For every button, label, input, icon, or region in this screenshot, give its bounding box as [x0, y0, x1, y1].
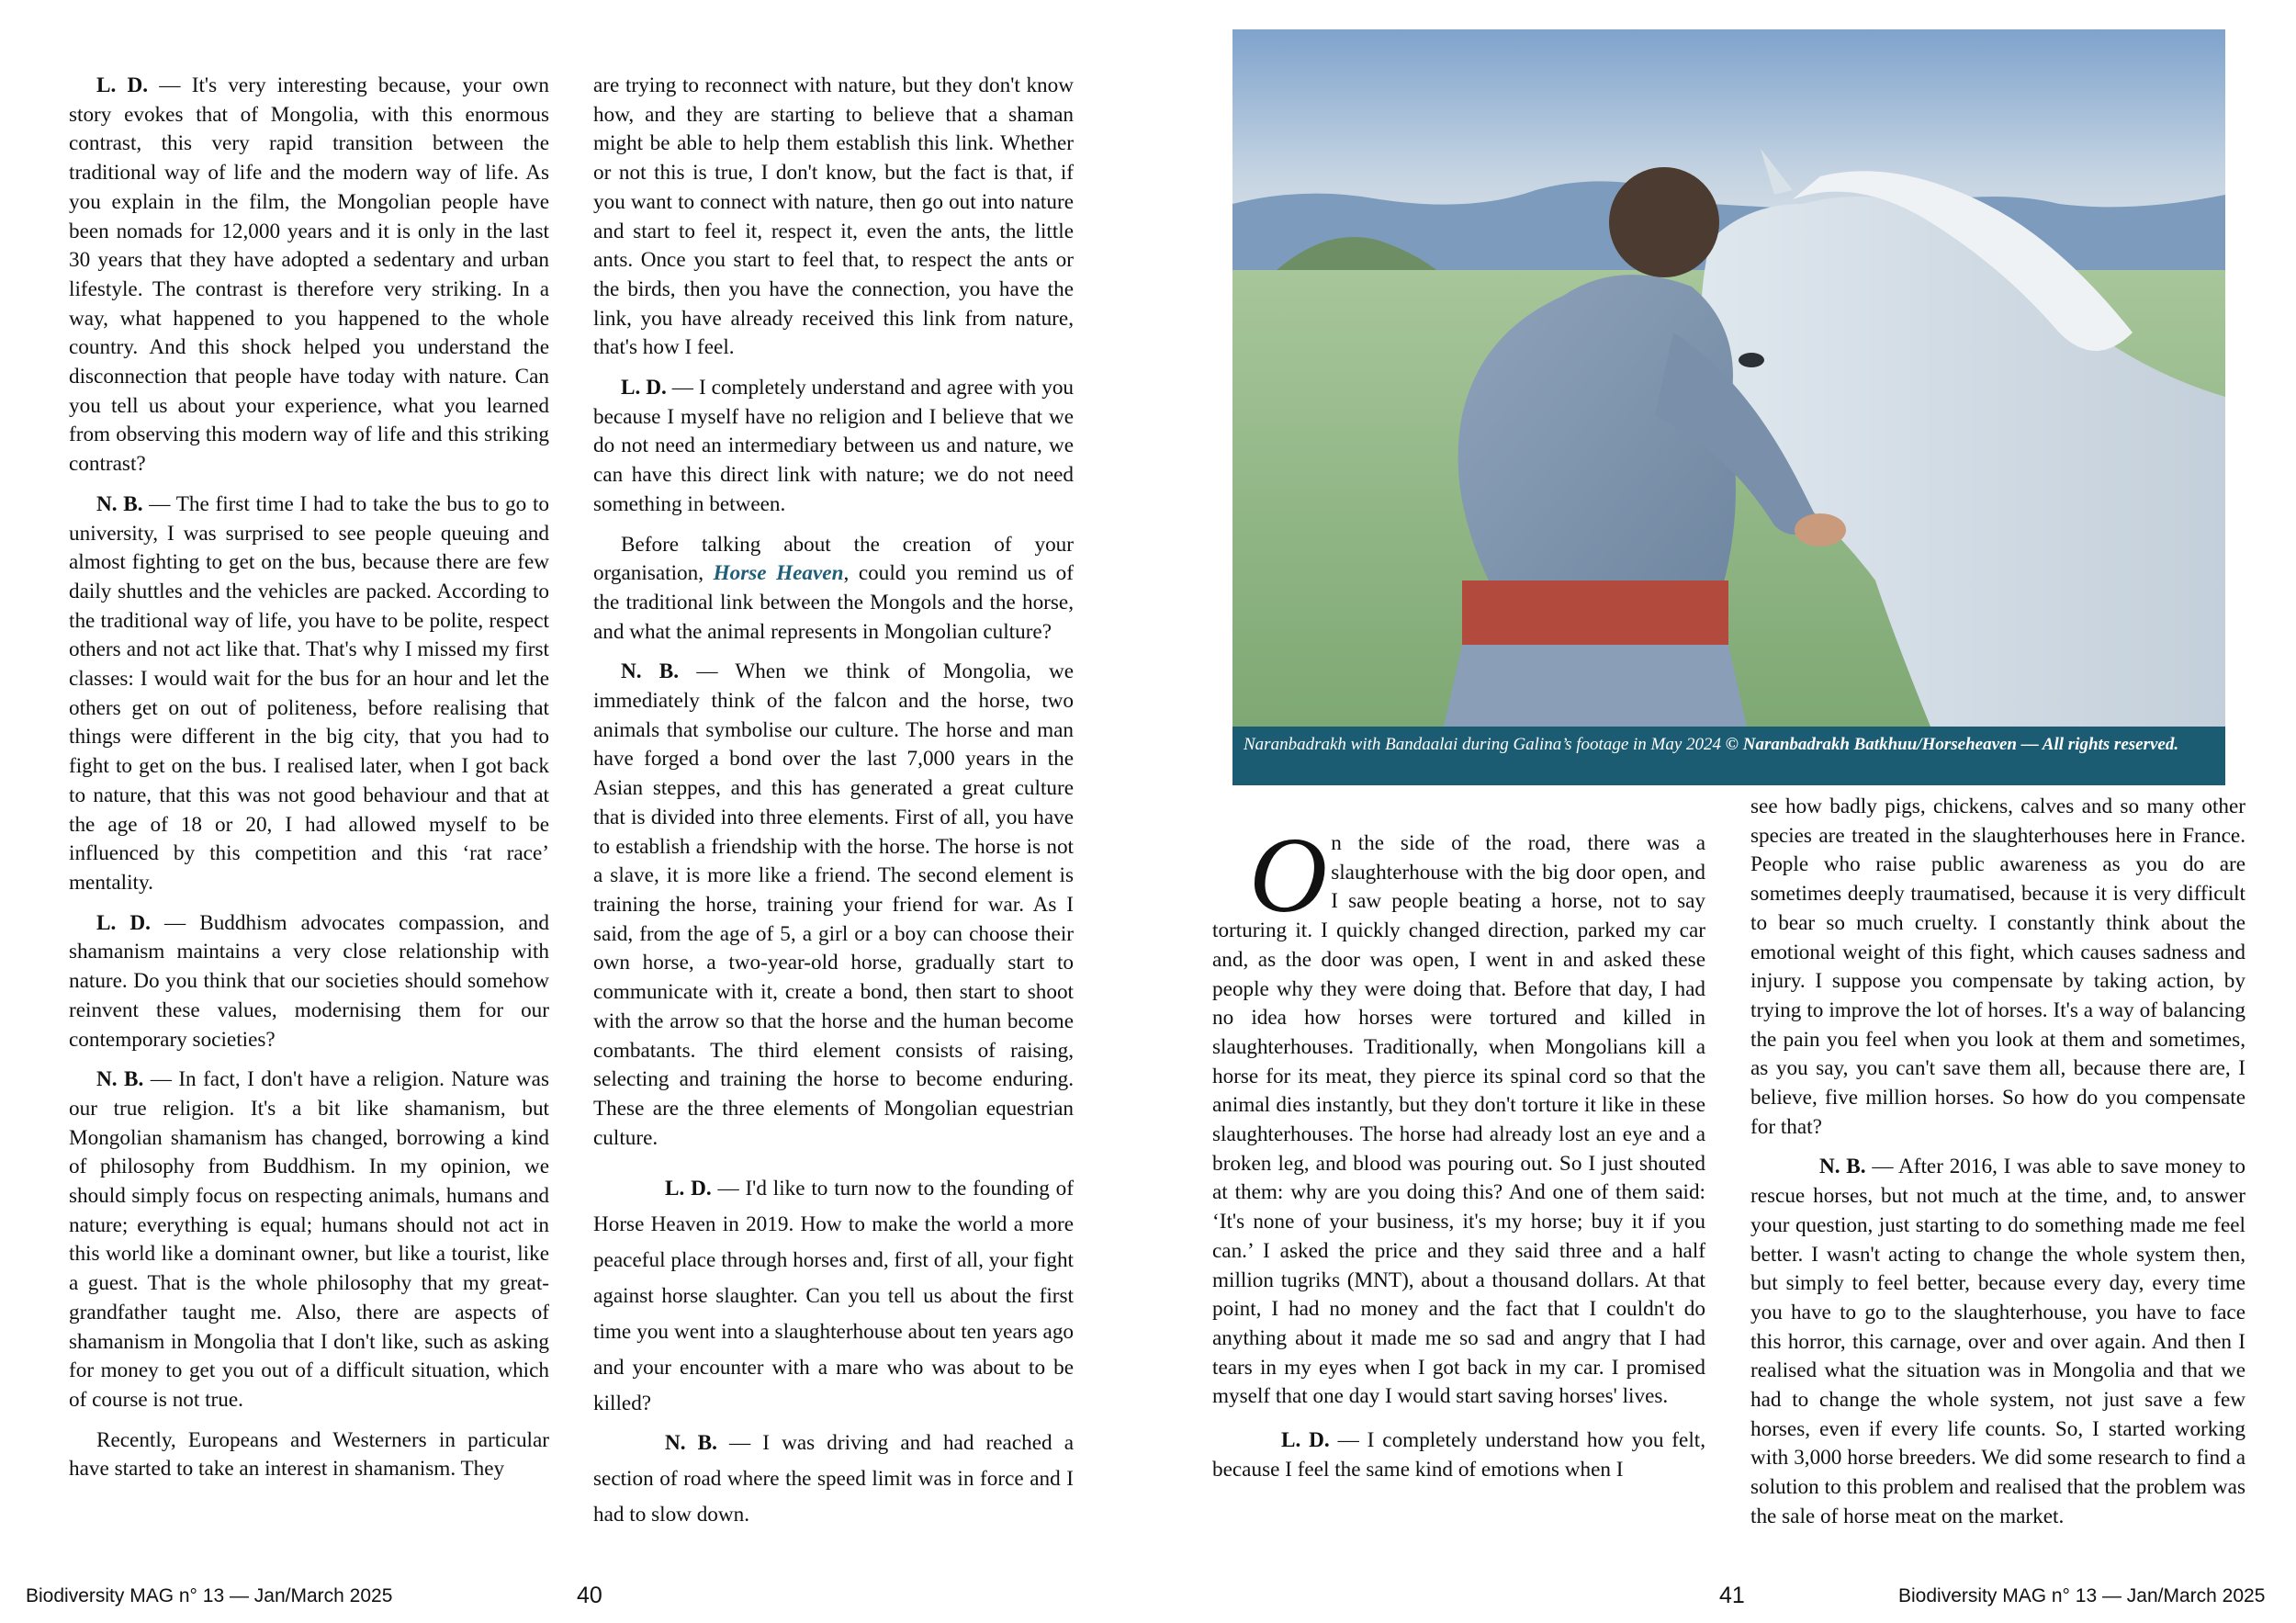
page-number-right: 41 — [1719, 1583, 1745, 1608]
speaker-label: N. B. — [621, 659, 680, 684]
paragraph-text: — When we think of Mongolia, we immediately think of the falcon and the horse, two animals that symbolise our culture. The horse and man have forged a bond over the last 7,000 years in the Asian steppes, and this has generated a great culture that is divided into three elements. First of all, you have to establish a friendship with the horse. The horse is not a slave, it is more like a friend. The second element is training the horse, training your friend for war. As I said, from the age of 5, a girl or a boy can choose their own horse, a two-year-old horse, gradually start to communicate with it, create a bond, then start to shoot with the arrow so that the horse and the human become combatants. The third element consists of raising, selecting and training the horse to become enduring. These are the three elements of Mongolian equestrian culture. — [593, 659, 1074, 1150]
paragraph — [1750, 1153, 2245, 1531]
paragraph — [1212, 815, 1705, 1412]
paragraph — [1212, 1426, 1705, 1484]
paragraph: are trying to reconnect with nature, but they don't know how, and they are starting to believe that a shaman might be able to help them establish this link. Whether or not this is true, I don't know, but the fact is that, if you want to connect with nature, then go out into nature and start to feel it, respect it, even the ants, the little ants. Once you start to feel that, to respect the ants or the birds, then you have the connection, you have the link, you have already received this link from nature, that's how I feel. — [593, 73, 1074, 360]
paragraph-text: — I completely understand and agree with you because I myself have no religion and I believe that we do not need an intermediary between us and nature, we can have this direct link with nature; we do not need something in between. — [593, 376, 1075, 516]
speaker-label: N. B. — [96, 491, 143, 516]
right-column-2 — [1750, 793, 2245, 1543]
right-column-1 — [1212, 815, 1706, 1495]
speaker-label: L. D. — [665, 1177, 712, 1201]
paragraph — [593, 1426, 1074, 1533]
paragraph-text: Before talking about the creation of your organisation, — [593, 532, 1074, 586]
speaker-label: L. D. — [96, 73, 149, 97]
paragraph-text: — I completely understand how you felt, because I feel the same kind of emotions when I — [1212, 1428, 1706, 1482]
paragraph — [593, 1171, 1074, 1422]
paragraph — [69, 490, 549, 898]
horse-photo — [1232, 29, 2225, 727]
paragraph-text: — I'd like to turn now to the founding of Horse Heaven in 2019. How to make the world a more peaceful place through horses and, first of all, your fight against horse slaughter. Can you tell us about the first time you went into a slaughterhouse about ten years ago and your encounter with a mare who was about to be killed? — [593, 1177, 1074, 1416]
speaker-label: L. D. — [96, 910, 151, 935]
paragraph-text: , could you remind us of the traditional link between the Mongols and the horse, and what the animal represents in Mongolian culture? — [593, 561, 1074, 644]
paragraph-text: n the side of the road, there was a slaughterhouse with the big door open, and I saw people beating a horse, not to say torturing it. I quickly changed direction, parked my car and, as the door was open, I went in and asked these people why they were doing that. Before that day, I had no idea how horses were tortured and killed in slaughterhouses. Traditionally, when Mongolians kill a horse for its meat, they pierce its spinal cord so that the animal dies instantly, but they don't torture it like in these slaughterhouses. The horse had already lost an eye and a broken leg, and blood was pouring out. So I just shouted at them: why are you doing this? And one of them said: ‘It's none of your business, it's my horse; buy it if you can.’ I asked the price and they said three and a half million tugriks (MNT), about a thousand dollars. At that point, I had no money and the fact that I couldn't do anything about it made me so sad and angry that I had tears in my eyes when I got back in my car. I promised myself that one day I would start saving horses' lives. — [1212, 831, 1705, 1409]
paragraph: Recently, Europeans and Westerners in particular have started to take an interest in shamanism. They — [69, 1427, 549, 1482]
paragraph — [69, 72, 549, 479]
paragraph-text: — It's very interesting because, your own story evokes that of Mongolia, with this enormous contrast, this very rapid transition between the traditional way of life and the modern way of life. As you explain in the film, the Mongolian people have been nomads for 12,000 years and it is only in the last 30 years that they have adopted a sedentary and urban lifestyle. The contrast is therefore very striking. In a way, what happened to you happened to the whole country. And this shock helped you understand the disconnection that people have today with nature. Can you tell us about your experience, what you learned from observing this modern way of life and this striking contrast? — [69, 73, 550, 477]
paragraph-text: — The first time I had to take the bus to go to university, I was surprised to see people queuing and almost fighting to get on the bus, because there are few daily shuttles and the vehicles are packed. According to the traditional way of life, you have to be polite, respect others and not act like that. That's why I missed my first classes: I would wait for the bus for an hour and let the others get on out of politeness, before realising that things were different in the big city, that you had to fight to get on the bus. I realised later, when I got back to nature, that this was not good behaviour and that at the age of 18 or 20, I had allowed myself to be influenced by this competition and this ‘rat race’ mentality. — [69, 491, 549, 895]
paragraph-text: — Buddhism advocates compassion, and shamanism maintains a very close relationship with nature. Do you think that our societies should somehow reinvent these values, modernising them for our contemporary societies? — [69, 910, 549, 1052]
paragraph-text: — After 2016, I was able to save money to rescue horses, but not much at the time, and, to answer your question, just starting to do something made me feel better. I wasn't acting to change the whole system then, but simply to feel better, because every day, every time you have to go to the slaughterhouse, you have to face this horror, this carnage, over and over again. And then I realised what the situation was in Mongolia and that we had to change the whole system, not just save a few horses, even if every life counts. So, I started working with 3,000 horse breeders. We did some research to find a solution to this problem and realised that the problem was the sale of horse meat on the market. — [1750, 1155, 2245, 1528]
speaker-label: N. B. — [665, 1431, 717, 1456]
paragraph: see how badly pigs, chickens, calves and so many other species are treated in the slaughterhouses here in France. People who raise public awareness as you do are sometimes deeply traumatised, because it is very difficult to bear so much cruelty. I constantly think about the emotional weight of this fight, which causes sadness and injury. I suppose you compensate by taking action, by trying to improve the lot of horses. It's a way of balancing the pain you feel when you look at them and sometimes, as you say, you can't save them all, because there are, I believe, five million horses. So how do you compensate for that? — [1750, 795, 2245, 1139]
drop-cap: O — [1249, 815, 1328, 935]
paragraph — [69, 1065, 549, 1414]
page-number-left: 40 — [577, 1583, 602, 1608]
speaker-label: N. B. — [96, 1067, 144, 1092]
paragraph-text: — In fact, I don't have a religion. Nature was our true religion. It's a bit like shamanism, but Mongolian shamanism has changed, borrowing a kind of philosophy from Buddhism. In my opinion, we should simply focus on respecting animals, humans and nature; everything is equal; humans should not act in this world like a dominant owner, but like a tourist, like a guest. That is the whole philosophy that my great-grandfather taught me. Also, there are aspects of shamanism in Mongolia that I don't like, such as asking for money to get you out of a difficult situation, which of course is not true. — [69, 1067, 549, 1412]
paragraph — [69, 909, 549, 1055]
speaker-label: L. D. — [1281, 1428, 1330, 1453]
footer-right: Biodiversity MAG n° 13 — Jan/March 2025 — [1898, 1585, 2266, 1606]
caption-credit: © Naranbadrakh Batkhuu/Horseheaven — All rights reserved. — [1725, 735, 2179, 754]
caption-text: Naranbadrakh with Bandaalai during Galina’s footage in May 2024 — [1244, 735, 1726, 754]
left-column-2 — [593, 72, 1074, 1544]
paragraph — [593, 658, 1074, 1153]
left-column-1 — [69, 72, 549, 1495]
speaker-label: N. B. — [1819, 1155, 1866, 1179]
photo-caption — [1232, 727, 2225, 785]
speaker-label: L. D. — [621, 376, 667, 400]
footer-left: Biodiversity MAG n° 13 — Jan/March 2025 — [26, 1585, 393, 1606]
paragraph — [593, 531, 1074, 648]
horse-heaven-link[interactable]: Horse Heaven — [713, 561, 844, 586]
paragraph — [593, 374, 1074, 520]
paragraph-text: — I was driving and had reached a section of road where the speed limit was in force and I had to slow down. — [593, 1431, 1074, 1527]
photo-illustration — [1232, 29, 2225, 727]
